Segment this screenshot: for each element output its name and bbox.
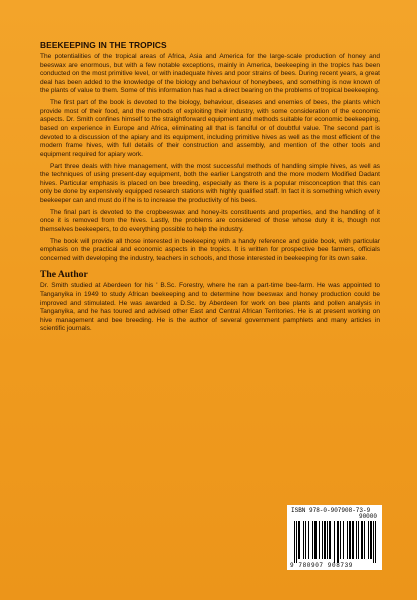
barcode-digits: 9 780907 908739 <box>290 562 354 569</box>
isbn-label: ISBN 978-0-907908-73-9 <box>291 507 371 514</box>
section-title: BEEKEEPING IN THE TROPICS <box>40 40 167 50</box>
cover-text <box>40 40 380 337</box>
author-bio: Dr. Smith studied at Aberdeen for his ' B.Sc. Forestry, where he ran a part-time bee-farm. He was appointed to Tanganyika in 1949 to study African beekeeping and to determine how beeswax and honey production could be improved and stimulated. He was awarded a D.Sc. by Aberdeen for work on bee plants and pollen analysis in Tanganyika, and he has toured and advised other East and Central African Territories. He is at present working on hive management and bee breeding. He is the author of several government pamphlets and many articles in scientific journals. <box>40 282 380 333</box>
paragraph-final-part: The final part is devoted to the cropbeeswax and honey-its constituents and properties, and the handling of it once it is removed from the hives. Lastly, the problems are considered of those whose duty it is, though not themselves beekeepers, to do everything possible to help the industry. <box>40 208 380 233</box>
paragraph-intro: The potentialities of the tropical areas of Africa, Asia and America for the large-scale production of honey and beeswax are enormous, but with a few notable exceptions, mainly in America, beekeeping in the tropics has been conducted on the most primitive level, or with inadequate hives and poor strains of bees. During recent years, a great deal has been added to the knowledge of the biology and behaviour of honeybees, and something is now known of the plants of value to them. Some of this information has had a direct bearing on the problems of tropical beekeeping. <box>40 53 380 95</box>
isbn-barcode <box>287 505 382 570</box>
paragraph-part-one-two: The first part of the book is devoted to the biology, behaviour, diseases and enemies of bees, the plants which provide most of their food, and the methods of exploiting their industry, with some consideration of the economic aspects. Dr. Smith confines himself to the straightforward equipment and methods suitable for economic beekeeping, based on experience in Europe and Africa, eliminating all that is fanciful or of doubtful value. The second part is devoted to a discussion of the apiary and its equipment, including primitive hives as well as the most efficient of the modern frame hives, with full details of their construction and assembly, and mention of the other tools and equipment required for apiary work. <box>40 99 380 158</box>
author-title: The Author <box>40 269 88 281</box>
paragraph-part-three: Part three deals with hive management, with the most successful methods of handling simple hives, as well as the techniques of using present-day equipment, both the earlier Langstroth and the more modern Modified Dadant hives. Particular emphasis is placed on bee breeding, especially as there is a popular misconception that this can only be done by expensively equipped research stations with highly qualified staff. In fact it is something which every beekeeper can and must do if he is to increase the productivity of his bees. <box>40 162 380 204</box>
barcode-bars <box>294 521 376 559</box>
paragraph-summary: The book will provide all those interested in beekeeping with a handy reference and guide book, with particular emphasis on the practical and economic aspects in the tropics. It is written for prospective bee farmers, officials concerned with developing the industry, teachers in schools, and those interested in beekeeping for its own sake. <box>40 237 380 262</box>
price-code: 90000 <box>358 513 377 520</box>
